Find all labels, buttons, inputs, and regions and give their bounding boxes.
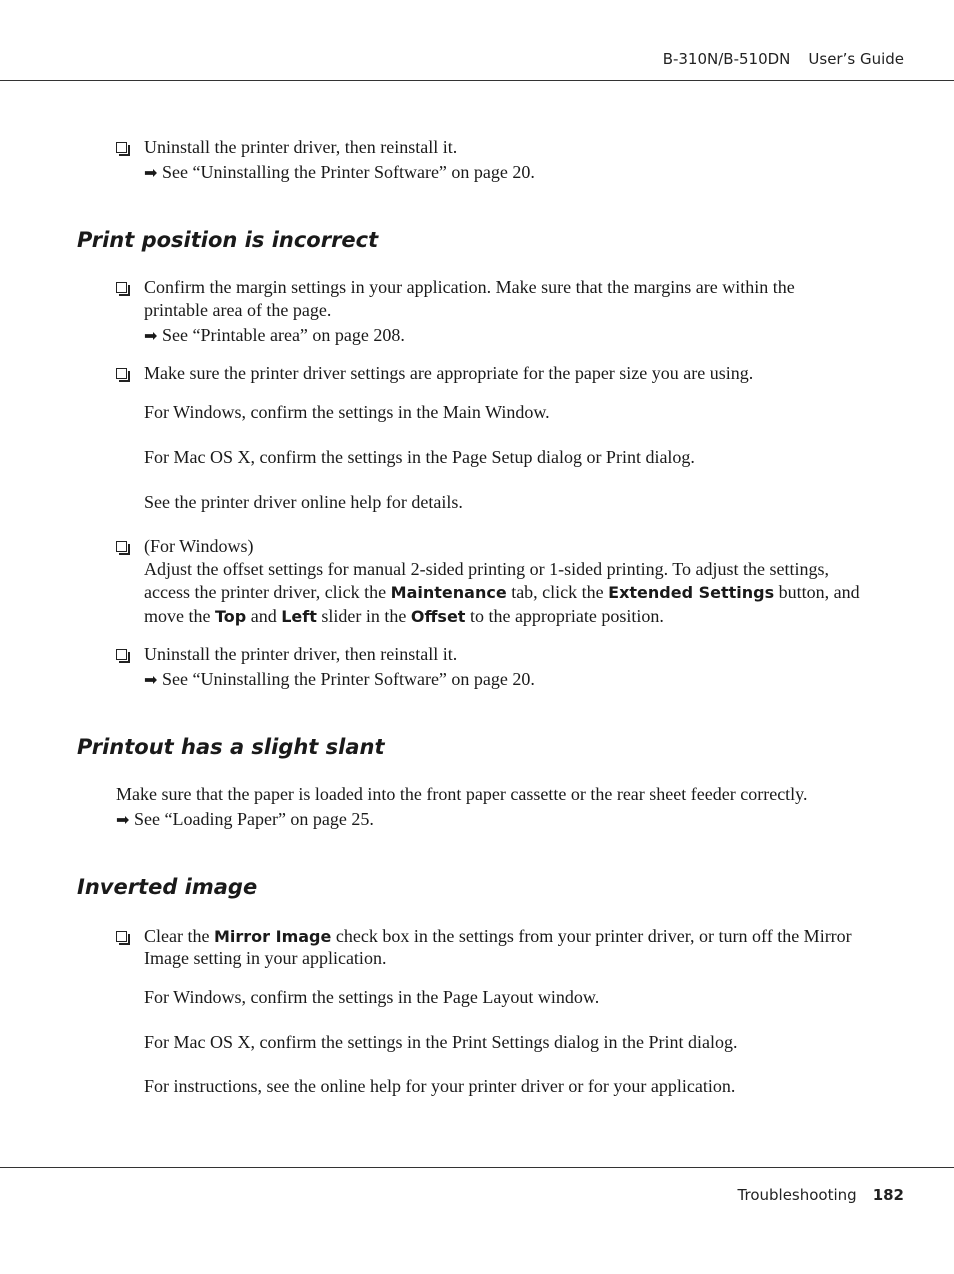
section-heading: Inverted image [77, 875, 258, 899]
reference-link[interactable]: ➡ See “Printable area” on page 208. [144, 324, 405, 348]
checkbox-icon [116, 368, 127, 379]
item-text: Uninstall the printer driver, then reinstall it. [144, 137, 458, 157]
page-number: 182 [872, 1186, 904, 1204]
mirror-image-term: Mirror Image [213, 927, 332, 946]
header-model: B-310N/B-510DN [662, 50, 791, 68]
page-footer [738, 1186, 904, 1204]
checkbox-icon [116, 931, 127, 942]
left-term: Left [281, 607, 317, 626]
reference-link[interactable]: ➡ See “Loading Paper” on page 25. [116, 808, 374, 832]
paragraph: For Windows, confirm the settings in the Page Layout window. [144, 987, 600, 1007]
arrow-right-icon: ➡ [144, 672, 158, 689]
header-rule [0, 80, 954, 81]
paragraph: For Mac OS X, confirm the settings in the Print Settings dialog in the Print dialog. [144, 1032, 738, 1052]
maintenance-term: Maintenance [390, 583, 507, 602]
checkbox-icon [116, 649, 127, 660]
item-text: Image setting in your application. [144, 948, 387, 968]
reference-link[interactable]: ➡ See “Uninstalling the Printer Software” on page 20. [144, 668, 535, 692]
item-text: Uninstall the printer driver, then reinstall it. [144, 644, 458, 664]
header-guide: User’s Guide [808, 50, 904, 68]
paragraph: For Mac OS X, confirm the settings in the Page Setup dialog or Print dialog. [144, 447, 695, 467]
item-text: (For Windows) [144, 536, 254, 556]
checkbox-icon [116, 142, 127, 153]
page-header [663, 50, 904, 68]
paragraph: See the printer driver online help for details. [144, 492, 463, 512]
checkbox-icon [116, 541, 127, 552]
checkbox-icon [116, 282, 127, 293]
item-text: Clear the Mirror Image check box in the settings from your printer driver, or turn off the Mirror [144, 926, 852, 946]
extended-settings-term: Extended Settings [608, 583, 775, 602]
item-text: Adjust the offset settings for manual 2-sided printing or 1-sided printing. To adjust the settings, [144, 559, 829, 579]
arrow-right-icon: ➡ [144, 165, 158, 182]
top-term: Top [214, 607, 247, 626]
item-text: Make sure the printer driver settings are appropriate for the paper size you are using. [144, 363, 754, 383]
footer-rule [0, 1167, 954, 1168]
item-text: move the Top and Left slider in the Offset to the appropriate position. [144, 606, 664, 626]
footer-section: Troubleshooting [737, 1186, 857, 1204]
section-heading: Printout has a slight slant [77, 735, 385, 759]
offset-term: Offset [410, 607, 466, 626]
paragraph: For instructions, see the online help for your printer driver or for your application. [144, 1076, 736, 1096]
paragraph: For Windows, confirm the settings in the Main Window. [144, 402, 550, 422]
item-text: printable area of the page. [144, 300, 332, 320]
reference-link[interactable]: ➡ See “Uninstalling the Printer Software” on page 20. [144, 161, 535, 185]
arrow-right-icon: ➡ [116, 812, 130, 829]
arrow-right-icon: ➡ [144, 328, 158, 345]
section-heading: Print position is incorrect [77, 228, 379, 252]
item-text: Confirm the margin settings in your application. Make sure that the margins are within the [144, 277, 795, 297]
item-text: access the printer driver, click the Maintenance tab, click the Extended Settings button, and [144, 582, 860, 602]
paragraph: Make sure that the paper is loaded into the front paper cassette or the rear sheet feeder correctly. [116, 784, 808, 804]
